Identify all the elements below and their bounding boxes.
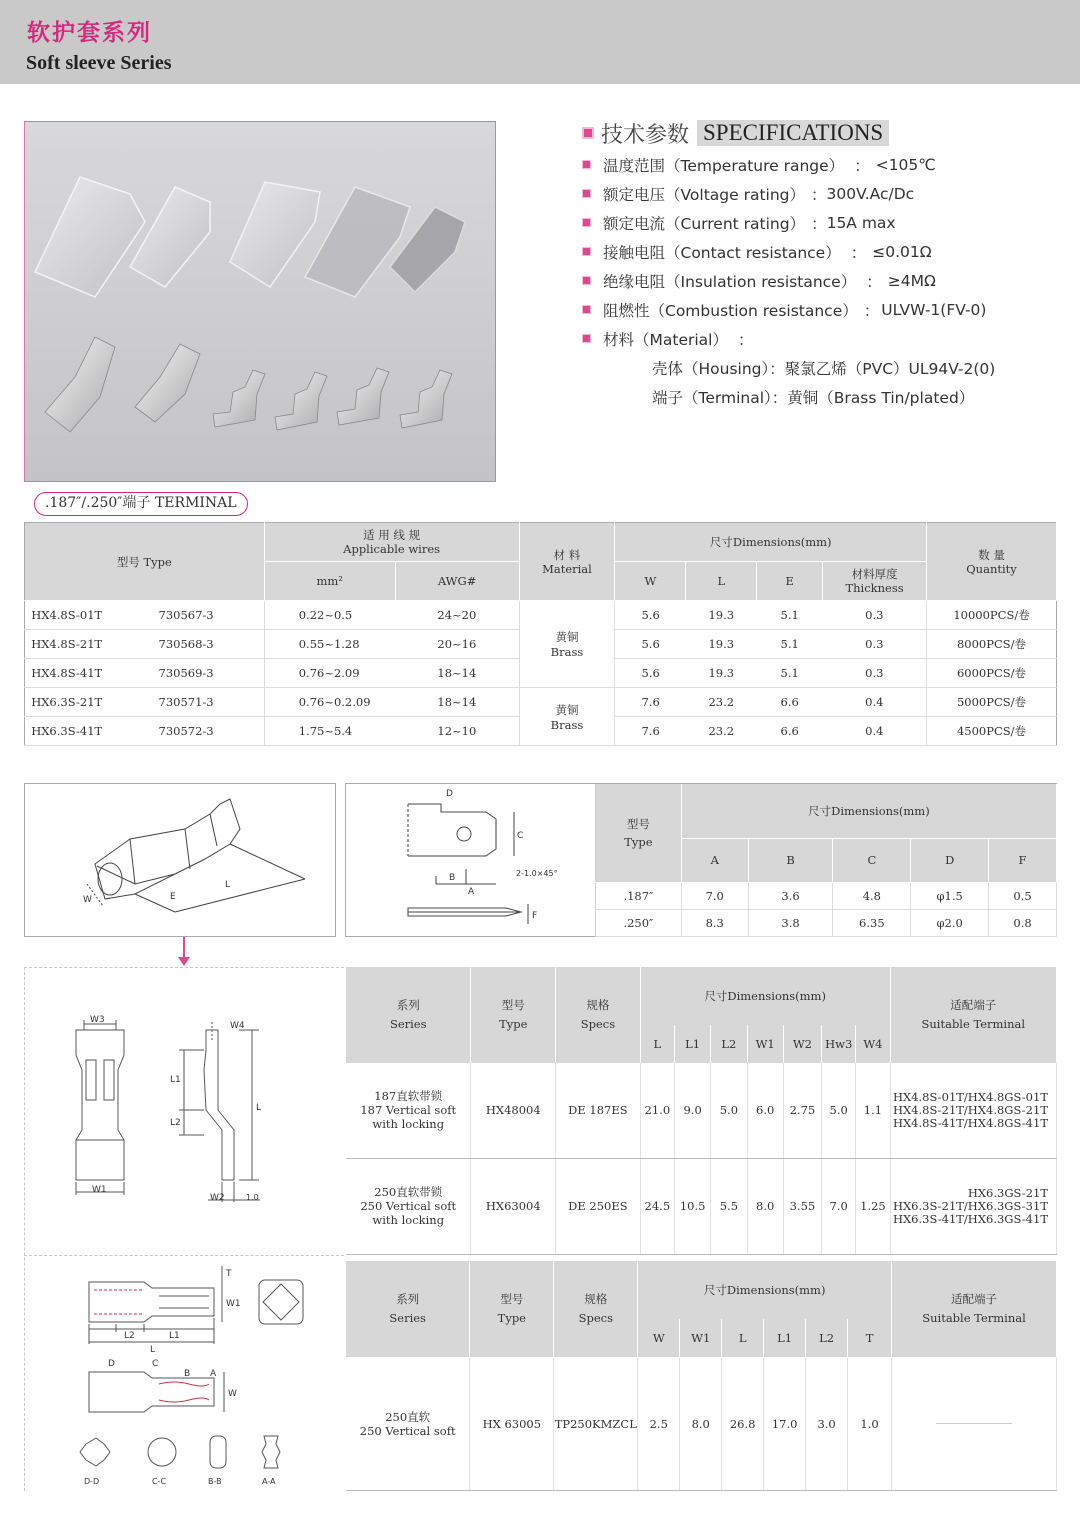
cell-series: [346, 1063, 471, 1158]
cell-t: 0.3: [823, 659, 927, 688]
series-en: 250 Vertical soft: [359, 1423, 456, 1438]
cell-code: 730572-3: [108, 717, 264, 746]
th-wires: [264, 523, 519, 562]
cell-type: HX4.8S-21T: [25, 630, 109, 659]
table-row: [25, 601, 1057, 630]
th-material: [519, 523, 615, 601]
sleeve-drawing-187: [24, 1010, 344, 1210]
spec-terminal: 端子（Terminal）：黄铜（Brass Tin/plated）: [652, 388, 975, 407]
spec-row: [582, 324, 1052, 353]
terminal-table: [24, 522, 1057, 746]
cell-val: 21.0: [640, 1063, 674, 1158]
sleeve-locking-table: [346, 967, 1057, 1255]
bullet-icon: [582, 276, 591, 285]
spec-label: 绝缘电阻（Insulation resistance）: [603, 272, 857, 291]
drawing3-label: 1.0: [246, 1193, 259, 1202]
cell-awg: 12~10: [395, 717, 519, 746]
th-col: W: [638, 1319, 680, 1357]
drawing3-label: L: [256, 1103, 262, 1113]
th-dims: 尺寸Dimensions(mm): [638, 1261, 892, 1319]
cell-e: 6.6: [757, 688, 823, 717]
spec-sep: ：: [854, 156, 870, 175]
series-cn: 250直软: [385, 1409, 431, 1424]
drawing3-label: L1: [170, 1075, 181, 1085]
drawing4-label: C-C: [152, 1477, 167, 1486]
th-a: A: [681, 838, 748, 882]
th-series-cn: 系列: [396, 1292, 420, 1306]
th-dims: 尺寸Dimensions(mm): [681, 784, 1056, 838]
cell-awg: 18~14: [395, 659, 519, 688]
cell-suitable: [892, 1357, 1057, 1491]
drawing1-label: W: [83, 895, 92, 905]
th-type-en: Type: [499, 1017, 528, 1031]
table-row: [596, 882, 1057, 909]
th-type-cn: 型号: [626, 816, 650, 831]
th-col: Hw3: [822, 1025, 856, 1063]
cell-val: 24.5: [640, 1158, 674, 1254]
th-suit-en: Suitable Terminal: [922, 1311, 1026, 1325]
th-type: 型号 Type: [25, 523, 265, 601]
cell-w: 5.6: [615, 601, 686, 630]
th-c: C: [833, 838, 911, 882]
th-col: L1: [764, 1319, 806, 1357]
product-photo-illustration: [25, 122, 496, 482]
cell-f: 0.8: [989, 909, 1057, 936]
mat-cn: 黄铜: [555, 702, 579, 717]
mat-cn: 黄铜: [555, 630, 579, 644]
spec-row: [582, 237, 1052, 266]
th-suitable: [892, 1261, 1057, 1357]
th-suitable: [890, 967, 1056, 1063]
drawing3-label: W4: [230, 1021, 245, 1031]
th-material-cn: 材 料: [553, 547, 581, 562]
drawing4-label: B-B: [208, 1477, 222, 1486]
table-row: [596, 909, 1057, 936]
table-row: [346, 1158, 1057, 1254]
terminal-drawing: [24, 783, 336, 937]
cell-qty: 10000PCS/卷: [927, 601, 1057, 630]
cell-w: 7.6: [615, 688, 686, 717]
table-row: [346, 1357, 1057, 1491]
cell-type: .250″: [596, 909, 682, 936]
th-thickness: [823, 562, 927, 601]
cell-f: 0.5: [989, 882, 1057, 909]
drawing4-label: L2: [124, 1331, 135, 1341]
suit-item: HX6.3S-41T/HX6.3GS-41T: [892, 1211, 1048, 1226]
cell-series: [346, 1357, 470, 1491]
cell-t: 0.4: [823, 688, 927, 717]
spec-sep: ：: [850, 243, 867, 262]
th-col: L: [722, 1319, 764, 1357]
cell-type: HX4.8S-41T: [25, 659, 109, 688]
th-qty-en: Quantity: [966, 561, 1017, 576]
cell-type: .187″: [596, 882, 682, 909]
spec-row: [582, 266, 1052, 295]
cell-suitable: [890, 1063, 1056, 1158]
series-cn: 187直软带锁: [374, 1089, 443, 1104]
th-thick-cn: 材料厚度: [851, 567, 898, 581]
th-type: [471, 967, 556, 1063]
cell-c: 6.35: [833, 909, 911, 936]
spec-label: 额定电流（Current rating）: [603, 214, 806, 233]
series-en: 250 Vertical soft: [360, 1199, 457, 1214]
cell-val: 8.0: [680, 1357, 722, 1491]
cell-type: HX4.8S-01T: [25, 601, 109, 630]
drawing3-label: W2: [210, 1193, 225, 1203]
spec-row: [582, 179, 1052, 208]
cell-val: 3.0: [806, 1357, 848, 1491]
suit-item: HX6.3GS-21T: [967, 1185, 1048, 1200]
drawing4-label: A-A: [262, 1477, 276, 1486]
spec-value: 15A max: [826, 213, 896, 232]
drawing3-label: L2: [170, 1118, 181, 1128]
title-en: Soft sleeve Series: [26, 52, 172, 74]
cell-qty: 4500PCS/卷: [927, 717, 1057, 746]
cell-val: 2.75: [783, 1063, 821, 1158]
cell-awg: 20~16: [395, 630, 519, 659]
suit-item: HX4.8S-41T/HX4.8GS-41T: [892, 1115, 1048, 1130]
cell-val: 2.5: [638, 1357, 680, 1491]
cell-material: [519, 688, 615, 746]
th-e: E: [757, 562, 823, 601]
cell-val: 10.5: [674, 1158, 710, 1254]
cell-l: 19.3: [686, 630, 757, 659]
th-specs-cn: 规格: [586, 998, 610, 1012]
spec-value: <105℃: [875, 155, 936, 174]
cell-material: [519, 601, 615, 688]
sleeve-drawing-250: [24, 1262, 344, 1490]
cell-code: 730569-3: [108, 659, 264, 688]
th-type-en: Type: [624, 834, 653, 849]
drawing4-label: C: [152, 1359, 159, 1369]
spec-label: 接触电阻（Contact resistance）: [603, 243, 841, 262]
spec-sep: ：: [863, 301, 880, 320]
cell-c: 4.8: [833, 882, 911, 909]
cell-type: HX63004: [471, 1158, 556, 1254]
th-series-en: Series: [389, 1017, 427, 1031]
th-series-cn: 系列: [396, 998, 420, 1012]
title-cn: 软护套系列: [27, 20, 152, 46]
spec-sep: ：: [811, 185, 827, 204]
cell-b: 3.6: [748, 882, 833, 909]
cell-val: 26.8: [722, 1357, 764, 1491]
th-material-en: Material: [542, 561, 592, 576]
cell-l: 23.2: [686, 717, 757, 746]
table-row: [346, 1063, 1057, 1158]
bullet-icon: [582, 247, 591, 256]
spec-row: [582, 295, 1052, 324]
cell-val: 5.5: [711, 1158, 747, 1254]
spec-label: 材料（Material）: [603, 330, 728, 349]
drawing4-label: D: [108, 1359, 115, 1369]
spec-label: 额定电压（Voltage rating）: [603, 185, 805, 204]
cell-a: 8.3: [681, 909, 748, 936]
series-en2: with locking: [372, 1213, 445, 1228]
cell-awg: 18~14: [395, 688, 519, 717]
th-type-cn: 型号: [500, 1292, 524, 1306]
product-photo: [24, 121, 496, 482]
cell-e: 5.1: [757, 630, 823, 659]
cell-series: [346, 1158, 471, 1254]
cell-type: HX 63005: [470, 1357, 554, 1491]
bullet-icon: [582, 334, 591, 343]
th-wires-cn: 适 用 线 规: [363, 528, 421, 542]
drawing4-label: D-D: [84, 1477, 100, 1486]
spec-value: ULVW-1(FV-0): [881, 300, 987, 319]
spec-sep: ：: [866, 272, 882, 291]
cell-val: 1.1: [856, 1063, 890, 1158]
th-w: W: [615, 562, 686, 601]
th-thick-en: Thickness: [845, 581, 904, 595]
specifications-title: [582, 116, 1052, 150]
cell-mm2: 0.76~0.2.09: [264, 688, 395, 717]
cell-t: 0.3: [823, 601, 927, 630]
spec-row: [582, 208, 1052, 237]
th-specs-en: Specs: [578, 1311, 613, 1325]
divider: [24, 967, 344, 968]
cell-val: 6.0: [747, 1063, 783, 1158]
mat-en: Brass: [550, 717, 584, 732]
th-suit-en: Suitable Terminal: [921, 1017, 1026, 1031]
th-series-en: Series: [389, 1311, 426, 1325]
cell-l: 23.2: [686, 688, 757, 717]
drawing2-label: 2-1.0×45°: [516, 869, 558, 878]
cell-l: 19.3: [686, 659, 757, 688]
bullet-icon: [582, 127, 594, 139]
cell-awg: 24~20: [395, 601, 519, 630]
spec-label: 阻燃性（Combustion resistance）: [603, 301, 858, 320]
th-qty-cn: 数 量: [978, 547, 1005, 562]
th-type-cn: 型号: [501, 998, 525, 1012]
drawing2-label: B: [449, 873, 456, 883]
cell-w: 5.6: [615, 659, 686, 688]
cell-b: 3.8: [748, 909, 833, 936]
drawing3-label: W1: [92, 1185, 107, 1195]
th-type: [470, 1261, 554, 1357]
th-col: L2: [806, 1319, 848, 1357]
cell-code: 730571-3: [108, 688, 264, 717]
mat-en: Brass: [550, 645, 584, 659]
drawing2-label: A: [468, 887, 475, 897]
cell-specs: DE 187ES: [556, 1063, 641, 1158]
spec-title-cn: 技术参数: [601, 122, 690, 148]
spec-housing: 壳体（Housing）：聚氯乙烯（PVC）UL94V-2(0): [652, 359, 996, 378]
arrowhead-icon: [178, 957, 190, 966]
tab-drawing-svg: [346, 784, 596, 936]
th-dims: 尺寸Dimensions(mm): [640, 967, 890, 1025]
spec-title-en: SPECIFICATIONS: [697, 120, 889, 146]
th-col: L: [640, 1025, 674, 1063]
cell-type: HX48004: [471, 1063, 556, 1158]
cell-t: 0.4: [823, 717, 927, 746]
cell-val: 9.0: [674, 1063, 710, 1158]
th-wires-en: Applicable wires: [343, 542, 441, 556]
cell-e: 5.1: [757, 659, 823, 688]
drawing1-label: L: [225, 880, 231, 890]
drawing4-label: T: [226, 1269, 232, 1279]
cell-code: 730568-3: [108, 630, 264, 659]
th-col: W2: [783, 1025, 821, 1063]
spec-value: ≥4MΩ: [887, 271, 936, 290]
drawing2-label: D: [446, 789, 453, 799]
spec-value: 300V.Ac/Dc: [826, 184, 915, 203]
drawing4-label: A: [210, 1369, 217, 1379]
series-cn: 250直软带锁: [374, 1185, 443, 1200]
cell-code: 730567-3: [108, 601, 264, 630]
th-mm2: mm²: [264, 562, 395, 601]
cell-a: 7.0: [681, 882, 748, 909]
th-specs: [554, 1261, 638, 1357]
drawing3-label: W3: [90, 1015, 105, 1025]
cell-e: 5.1: [757, 601, 823, 630]
th-col: L2: [711, 1025, 747, 1063]
th-suit-cn: 适配端子: [951, 1292, 998, 1306]
drawing4-label: W: [228, 1389, 237, 1399]
cell-qty: 5000PCS/卷: [927, 688, 1057, 717]
terminal-drawing-svg: [25, 784, 335, 936]
drawing4-label: L: [150, 1345, 156, 1355]
th-f: F: [989, 838, 1057, 882]
cell-mm2: 0.55~1.28: [264, 630, 395, 659]
cell-mm2: 1.75~5.4: [264, 717, 395, 746]
cell-w: 5.6: [615, 630, 686, 659]
cell-suitable: [890, 1158, 1056, 1254]
th-col: W1: [747, 1025, 783, 1063]
cell-type: HX6.3S-21T: [25, 688, 109, 717]
cell-qty: 8000PCS/卷: [927, 630, 1057, 659]
drawing4-label: L1: [169, 1331, 180, 1341]
th-specs: [556, 967, 641, 1063]
sleeve-vertical-table: [346, 1261, 1057, 1491]
specifications: [582, 116, 1052, 411]
cell-val: 5.0: [711, 1063, 747, 1158]
bullet-icon: [582, 160, 591, 169]
th-b: B: [748, 838, 833, 882]
cell-val: 7.0: [822, 1158, 856, 1254]
cell-mm2: 0.22~0.5: [264, 601, 395, 630]
cell-val: 3.55: [783, 1158, 821, 1254]
terminal-label: .187″/.250″端子 TERMINAL: [34, 492, 248, 516]
cell-d: φ1.5: [911, 882, 989, 909]
cell-w: 7.6: [615, 717, 686, 746]
drawing4-label: W1: [226, 1299, 241, 1309]
series-en2: with locking: [372, 1117, 445, 1132]
page-header: [0, 0, 1080, 84]
cell-val: 1.0: [848, 1357, 892, 1491]
spec-row: [582, 150, 1052, 179]
spec-sep: ：: [737, 330, 754, 349]
bullet-icon: [582, 305, 591, 314]
cell-d: φ2.0: [911, 909, 989, 936]
cell-e: 6.6: [757, 717, 823, 746]
th-col: L1: [674, 1025, 710, 1063]
th-d: D: [911, 838, 989, 882]
suit-item: HX6.3S-21T/HX6.3GS-31T: [892, 1198, 1048, 1213]
th-specs-en: Specs: [580, 1017, 616, 1031]
bullet-icon: [582, 218, 591, 227]
th-col: T: [848, 1319, 892, 1357]
drawing1-label: E: [170, 892, 176, 902]
cell-t: 0.3: [823, 630, 927, 659]
cell-val: 5.0: [822, 1063, 856, 1158]
cell-type: HX6.3S-41T: [25, 717, 109, 746]
cell-l: 19.3: [686, 601, 757, 630]
th-specs-cn: 规格: [584, 1292, 608, 1306]
cell-specs: DE 250ES: [556, 1158, 641, 1254]
th-type-en: Type: [497, 1311, 526, 1325]
spec-value: ≤0.01Ω: [872, 242, 932, 261]
series-en: 187 Vertical soft: [360, 1103, 457, 1118]
suitable-empty-line: [936, 1423, 1012, 1424]
cell-mm2: 0.76~2.09: [264, 659, 395, 688]
cell-qty: 6000PCS/卷: [927, 659, 1057, 688]
spec-label: 温度范围（Temperature range）: [603, 156, 845, 175]
cell-val: 17.0: [764, 1357, 806, 1491]
drawing2-label: C: [517, 831, 524, 841]
th-qty: [927, 523, 1057, 601]
divider: [24, 1255, 344, 1256]
th-dims: 尺寸Dimensions(mm): [615, 523, 927, 562]
th-col: W4: [856, 1025, 890, 1063]
th-col: W1: [680, 1319, 722, 1357]
th-awg: AWG#: [395, 562, 519, 601]
cell-val: 1.25: [856, 1158, 890, 1254]
suit-item: HX4.8S-01T/HX4.8GS-01T: [892, 1089, 1048, 1104]
drawing2-label: F: [532, 911, 538, 921]
th-suit-cn: 适配端子: [950, 998, 997, 1012]
suit-item: HX4.8S-21T/HX4.8GS-21T: [892, 1102, 1048, 1117]
th-type: [596, 784, 682, 882]
table-row: [25, 688, 1057, 717]
bullet-icon: [582, 189, 591, 198]
drawing4-label: B: [184, 1369, 191, 1379]
th-l: L: [686, 562, 757, 601]
cell-val: 8.0: [747, 1158, 783, 1254]
spec-sep: ：: [811, 214, 827, 233]
tab-dimensions-table: [595, 784, 1057, 937]
th-series: [346, 967, 471, 1063]
th-series: [346, 1261, 470, 1357]
cell-specs: TP250KMZCL: [554, 1357, 638, 1491]
